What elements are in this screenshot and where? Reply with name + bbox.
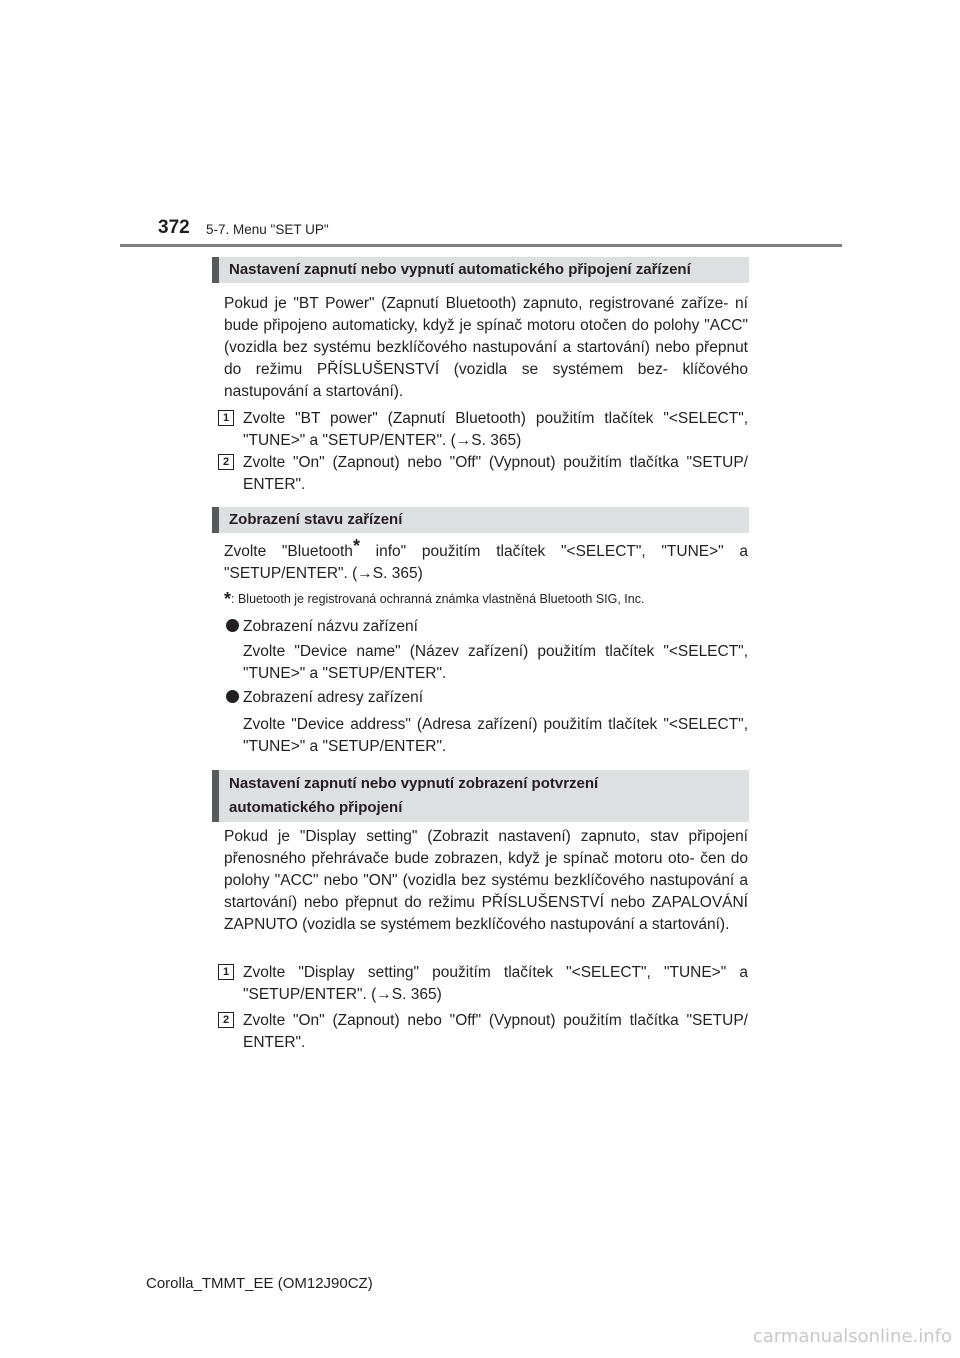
heading-line-1: Nastavení zapnutí nebo vypnutí zobrazení potvrzení [229,775,599,792]
bullet-icon [226,690,239,703]
footnote [224,590,754,608]
footnote-star: * [224,589,232,609]
step-text: Zvolte "Display setting" použitím tlačítek "<SELECT", "TUNE>" a "SETUP/ENTER". (→S. 365) [243,964,748,1003]
section1-step-1 [218,408,748,452]
bullet-title: Zobrazení adresy zařízení [243,689,424,706]
section1-step-2 [218,452,748,496]
step-text: Zvolte "On" (Zapnout) nebo "Off" (Vypnout) použitím tlačítka "SETUP/ ENTER". [243,454,748,493]
section3-intro: Pokud je "Display setting" (Zobrazit nastavení) zapnuto, stav připojení přenosného přehrávače bude zobrazen, když je spínač motoru oto- čen do polohy "ACC" nebo "ON" (vozidla bez systému bezklíčového nastupování a startování) nebo přepnut do režimu PŘÍSLUŠENSTVÍ nebo ZAPALOVÁNÍ ZAPNUTO (vozidla se systémem bezklíčového nastupování a startování). [224,828,748,933]
section3-step-1 [218,962,748,1006]
section-heading-auto-connect: Nastavení zapnutí nebo vypnutí automatického připojení zařízení [212,257,749,283]
bullet-device-name-text: Zvolte "Device name" (Název zařízení) použitím tlačítek "<SELECT", "TUNE>" a "SETUP/ENTER". [243,643,748,682]
bullet-device-address [226,687,748,709]
section3-step-2 [218,1010,748,1054]
bullet-device-name [226,616,748,638]
footnote-marker: * [352,536,360,556]
chapter-title: 5-7. Menu "SET UP" [206,222,329,237]
intro-text-end: info" použitím tlačítek "<SELECT", "TUNE>" a "SETUP/ENTER". (→S. 365) [224,543,749,582]
bullet-device-address-text: Zvolte "Device address" (Adresa zařízení) použitím tlačítek "<SELECT", "TUNE>" a "SETUP/ENTER". [243,716,748,755]
page-number: 372 [158,217,190,238]
header-divider [120,244,842,247]
step-number-badge: 1 [218,410,234,426]
step-number-badge: 2 [218,454,234,470]
section-heading-device-status: Zobrazení stavu zařízení [212,507,749,533]
heading-line-2: automatického připojení [229,799,403,816]
bullet-title: Zobrazení názvu zařízení [243,618,418,635]
step-text: Zvolte "On" (Zapnout) nebo "Off" (Vypnout) použitím tlačítka "SETUP/ ENTER". [243,1012,748,1051]
step-text: Zvolte "BT power" (Zapnutí Bluetooth) použitím tlačítek "<SELECT", "TUNE>" a "SETUP/ENTER". (→S. 365) [243,410,748,449]
watermark: carmanualsonline.info [752,1326,952,1347]
step-number-badge: 2 [218,1012,234,1028]
footnote-text: : Bluetooth je registrovaná ochranná známka vlastněná Bluetooth SIG, Inc. [231,592,645,606]
section1-intro: Pokud je "BT Power" (Zapnutí Bluetooth) zapnuto, registrované zaříze- ní bude připojeno automaticky, když je spínač motoru otočen do polohy "ACC" (vozidla bez systému bezklíčového nastupování a startování) nebo přepnut do režimu PŘÍSLUŠENSTVÍ (vozidla se systémem bez- klíčového nastupování a startování). [224,295,748,400]
footer-model-code: Corolla_TMMT_EE (OM12J90CZ) [146,1275,373,1292]
bullet-icon [226,619,239,632]
section-heading-display-setting [212,770,749,822]
section2-intro [224,536,749,585]
intro-text-start: Zvolte "Bluetooth [224,543,353,560]
step-number-badge: 1 [218,964,234,980]
